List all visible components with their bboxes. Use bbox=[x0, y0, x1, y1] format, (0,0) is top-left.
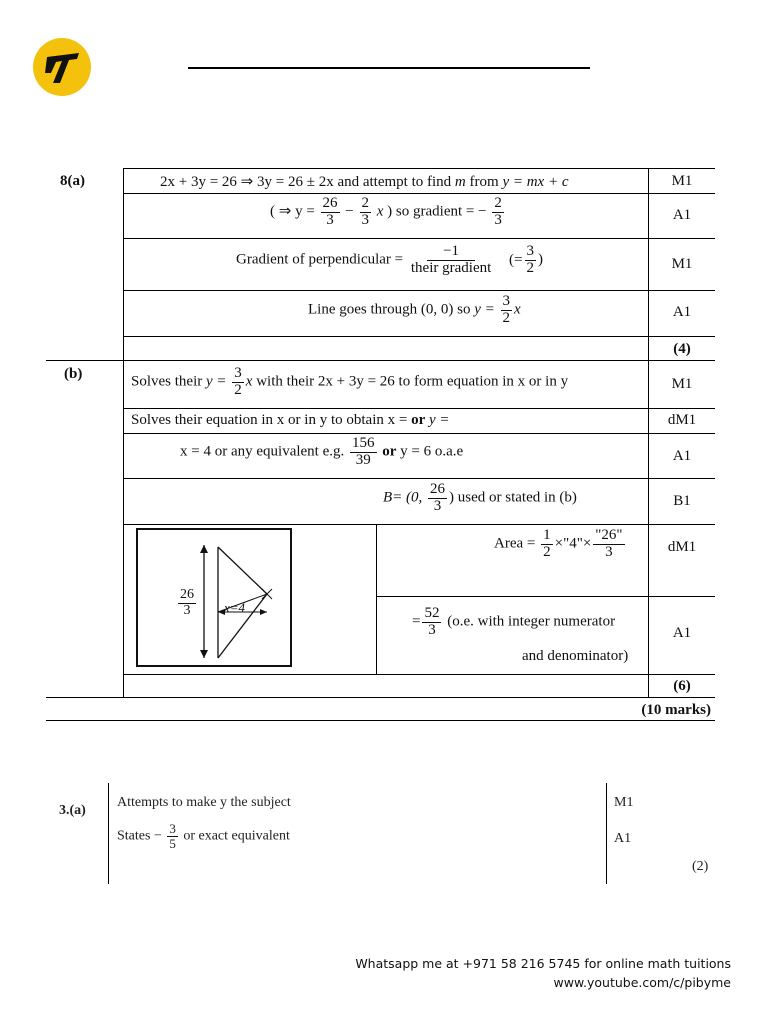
equation-text: B= (0, bbox=[383, 489, 423, 506]
fraction-numerator: 3 bbox=[234, 365, 242, 381]
col-divider bbox=[123, 168, 124, 697]
fraction-numerator: −1 bbox=[427, 244, 475, 261]
fraction-denominator: 5 bbox=[169, 835, 176, 851]
row-divider bbox=[123, 336, 715, 337]
mark-a1: M1 bbox=[671, 173, 693, 189]
question-label-8b: (b) bbox=[64, 366, 83, 382]
mark-3a-2: A1 bbox=[614, 831, 632, 846]
fraction-denominator: 2 bbox=[526, 259, 534, 276]
mark-a4: A1 bbox=[672, 304, 692, 320]
fraction bbox=[541, 528, 553, 561]
row-divider bbox=[46, 697, 715, 698]
step-text: y = 6 o.a.e bbox=[400, 443, 464, 460]
step-3a-2 bbox=[117, 822, 290, 850]
row-divider bbox=[123, 674, 715, 675]
row-divider bbox=[123, 524, 715, 525]
fraction bbox=[167, 822, 178, 850]
variable-x: x bbox=[376, 203, 384, 220]
fraction-numerator: 2 bbox=[494, 195, 502, 211]
fraction-denominator: 3 bbox=[183, 602, 191, 618]
fraction bbox=[492, 196, 504, 229]
fraction-denominator: their gradient bbox=[410, 259, 492, 276]
step-a1 bbox=[160, 172, 569, 191]
fraction-numerator: 3 bbox=[169, 821, 176, 836]
mark-b2: dM1 bbox=[667, 412, 697, 428]
equation-text: 2x + 3y = 26 bbox=[160, 174, 237, 190]
step-text: Attempts to make y the subject bbox=[117, 795, 291, 810]
mark-a2: A1 bbox=[672, 207, 692, 223]
col-divider bbox=[648, 168, 649, 697]
pibyme-logo bbox=[33, 38, 91, 96]
fraction-denominator: 3 bbox=[433, 497, 442, 514]
step-text: ) so gradient = bbox=[387, 203, 475, 220]
fraction-denominator: 2 bbox=[234, 381, 242, 398]
col-divider bbox=[108, 783, 109, 884]
question-label-8a: 8(a) bbox=[60, 173, 85, 189]
fraction bbox=[501, 294, 513, 327]
equation-text: y = bbox=[206, 373, 227, 390]
fraction-denominator: 3 bbox=[326, 211, 334, 228]
row-divider bbox=[123, 193, 715, 194]
row-divider bbox=[123, 168, 715, 169]
fraction bbox=[321, 196, 340, 229]
or-keyword: or bbox=[411, 412, 426, 428]
row-divider bbox=[123, 408, 715, 409]
fraction bbox=[232, 366, 244, 399]
step-text: Area = bbox=[494, 535, 536, 552]
step-text: x = 4 or any equivalent e.g. bbox=[180, 443, 345, 460]
fraction-denominator: 2 bbox=[502, 309, 511, 326]
footer-youtube-link[interactable]: www.youtube.com/c/pibyme bbox=[553, 975, 731, 990]
row-divider bbox=[123, 290, 715, 291]
mark-3a-1: M1 bbox=[614, 795, 634, 810]
equation-text: y = mx + c bbox=[502, 174, 569, 190]
step-text: with their 2x + 3y = 26 to form equation in x or in y bbox=[256, 373, 569, 390]
fraction-numerator: "26" bbox=[595, 527, 623, 543]
mark-b1: M1 bbox=[671, 376, 693, 392]
question-label-3a: 3.(a) bbox=[59, 803, 86, 818]
operator: = bbox=[412, 613, 421, 630]
fraction bbox=[428, 482, 447, 515]
fraction-numerator: 52 bbox=[424, 605, 440, 621]
triangle-diagram bbox=[136, 528, 292, 667]
fraction-numerator: 1 bbox=[543, 527, 551, 543]
step-text: Line goes through (0, 0) so bbox=[308, 301, 471, 318]
equation-text: ( ⇒ y = bbox=[270, 203, 315, 220]
step-3a-1 bbox=[117, 795, 291, 811]
step-text: Solves their bbox=[131, 373, 203, 390]
fraction bbox=[593, 528, 624, 561]
step-b5 bbox=[494, 528, 627, 561]
total-marks: (10 marks) bbox=[641, 702, 711, 718]
operator: ) bbox=[538, 251, 543, 268]
fraction-denominator: 3 bbox=[605, 543, 613, 560]
operator: − bbox=[478, 203, 487, 220]
fraction bbox=[422, 606, 441, 639]
subtotal-b: (6) bbox=[673, 678, 691, 694]
x-label: x=4 bbox=[224, 600, 246, 615]
fraction-numerator: 156 bbox=[352, 435, 375, 451]
equation-text: y = bbox=[474, 301, 495, 318]
step-b6 bbox=[412, 606, 615, 639]
step-text: States − bbox=[117, 828, 162, 844]
col-divider bbox=[606, 783, 607, 884]
footer-whatsapp: Whatsapp me at +971 58 216 5745 for online math tuitions bbox=[355, 956, 731, 971]
mark-b5: dM1 bbox=[667, 539, 697, 555]
operator: (= bbox=[509, 251, 523, 268]
subtotal-a: (4) bbox=[673, 341, 691, 357]
equation-text: y = bbox=[429, 412, 450, 428]
fraction-denominator: 2 bbox=[543, 543, 551, 560]
step-text: (o.e. with integer numerator bbox=[447, 613, 616, 630]
step-a2 bbox=[270, 196, 506, 229]
mark-a3: M1 bbox=[671, 256, 693, 272]
mark-b4: B1 bbox=[673, 493, 691, 509]
step-b4 bbox=[383, 482, 577, 515]
step-text: 3y = 26 ± 2x and attempt to find bbox=[257, 174, 452, 190]
step-text: from bbox=[469, 174, 499, 190]
operator: − bbox=[345, 203, 354, 220]
variable-m: m bbox=[454, 174, 466, 190]
fraction-numerator: 2 bbox=[361, 195, 369, 211]
fraction-denominator: 3 bbox=[428, 621, 436, 638]
step-a4 bbox=[308, 294, 521, 327]
total-3a: (2) bbox=[692, 859, 709, 874]
triangle-diagram-icon bbox=[138, 530, 290, 665]
step-b6-cont: and denominator) bbox=[522, 648, 629, 664]
step-text: or exact equivalent bbox=[183, 828, 290, 844]
operator: ×"4"× bbox=[554, 535, 592, 552]
fraction bbox=[350, 436, 377, 469]
fraction bbox=[360, 196, 372, 229]
fraction bbox=[409, 244, 493, 277]
fraction-numerator: 3 bbox=[502, 293, 511, 309]
step-text: ) used or stated in (b) bbox=[449, 489, 577, 506]
pi-by-me-logo-icon bbox=[33, 38, 91, 96]
row-divider bbox=[46, 360, 715, 361]
row-divider bbox=[123, 433, 715, 434]
fraction-denominator: 39 bbox=[355, 451, 371, 468]
height-label bbox=[176, 588, 198, 618]
row-divider bbox=[376, 596, 715, 597]
header-rule bbox=[188, 67, 590, 69]
fraction bbox=[525, 244, 537, 277]
step-a3 bbox=[236, 244, 543, 277]
fraction-numerator: 3 bbox=[526, 243, 534, 259]
row-divider bbox=[123, 238, 715, 239]
variable-x: x bbox=[245, 373, 253, 390]
step-text: Gradient of perpendicular = bbox=[236, 251, 404, 268]
row-divider bbox=[46, 720, 715, 721]
fraction-denominator: 3 bbox=[361, 211, 369, 228]
mark-b6: A1 bbox=[672, 625, 692, 641]
fraction-numerator: 26 bbox=[180, 587, 194, 602]
fraction-numerator: 26 bbox=[322, 195, 338, 211]
fraction-numerator: 26 bbox=[430, 481, 446, 497]
col-divider bbox=[376, 524, 377, 674]
fraction-denominator: 3 bbox=[494, 211, 502, 228]
mark-b3: A1 bbox=[672, 448, 692, 464]
variable-x: x bbox=[514, 301, 521, 318]
step-b3 bbox=[180, 436, 463, 469]
row-divider bbox=[123, 478, 715, 479]
implies-icon: ⇒ bbox=[240, 174, 254, 190]
step-b2 bbox=[131, 412, 450, 429]
fraction bbox=[178, 588, 196, 618]
step-b1 bbox=[131, 366, 568, 399]
or-keyword: or bbox=[382, 443, 397, 460]
step-text: Solves their equation in x or in y to obtain x = bbox=[131, 412, 408, 428]
